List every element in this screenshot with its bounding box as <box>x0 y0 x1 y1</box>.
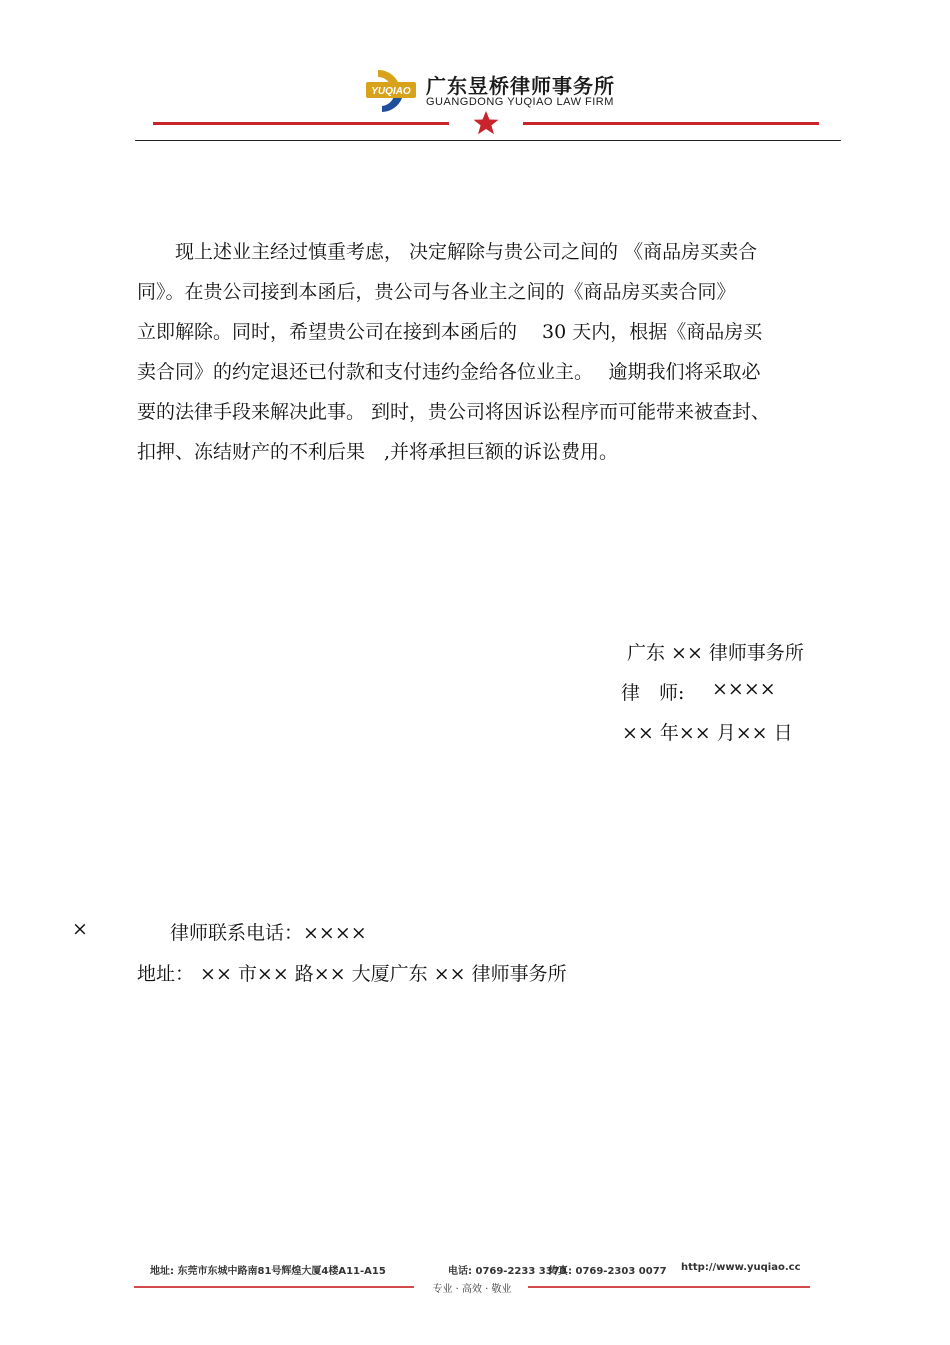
signature-lawyer-label: 律 师: <box>621 682 685 704</box>
firm-logo-icon <box>356 68 418 114</box>
contact-address: 地址： ×× 市×× 路×× 大厦广东 ×× 律师事务所 <box>137 963 567 985</box>
header-red-line-left <box>153 122 449 125</box>
header-divider <box>135 140 841 141</box>
letter-body <box>137 232 831 472</box>
body-line: 同》。在贵公司接到本函后，贵公司与各业主之间的《商品房买卖合同》 <box>137 281 736 303</box>
footer-slogan: 专业 · 高效 · 敬业 <box>432 1284 512 1295</box>
body-line: 立即解除。同时，希望贵公司在接到本函后的 30 天内，根据《商品房买 <box>137 321 763 343</box>
firm-name-cn: 广东昱桥律师事务所 <box>426 74 615 98</box>
footer-phone: 电话: 0769-2233 3373 <box>448 1266 567 1277</box>
signature-date: ×× 年×× 月×× 日 <box>622 722 793 744</box>
letterhead-logo <box>356 68 626 116</box>
footer-website[interactable]: http://www.yuqiao.cc <box>681 1262 801 1273</box>
footer-line-right <box>528 1286 810 1288</box>
signature-firm: 广东 ×× 律师事务所 <box>627 642 804 664</box>
firm-name-en: GUANGDONG YUQIAO LAW FIRM <box>426 96 614 108</box>
body-line: 卖合同》的约定退还已付款和支付违约金给各位业主。 逾期我们将采取必 <box>137 361 761 383</box>
contact-marker: × <box>72 918 88 940</box>
body-line: 现上述业主经过慎重考虑， 决定解除与贵公司之间的 《商品房买卖合 <box>137 241 758 263</box>
body-line: 要的法律手段来解决此事。 到时，贵公司将因诉讼程序而可能带来被查封、 <box>137 401 771 423</box>
footer-fax: 传真: 0769-2303 0077 <box>548 1266 667 1277</box>
body-line: 扣押、冻结财产的不利后果 ,并将承担巨额的诉讼费用。 <box>137 441 619 463</box>
red-star-icon <box>473 110 499 136</box>
contact-phone: 律师联系电话：×××× <box>170 922 367 944</box>
svg-text:YUQIAO: YUQIAO <box>371 86 411 97</box>
footer-line-left <box>134 1286 414 1288</box>
header-red-line-right <box>523 122 819 125</box>
signature-lawyer-name: ×××× <box>712 678 776 700</box>
footer-address: 地址: 东莞市东城中路南81号辉煌大厦4楼A11-A15 <box>150 1266 386 1277</box>
